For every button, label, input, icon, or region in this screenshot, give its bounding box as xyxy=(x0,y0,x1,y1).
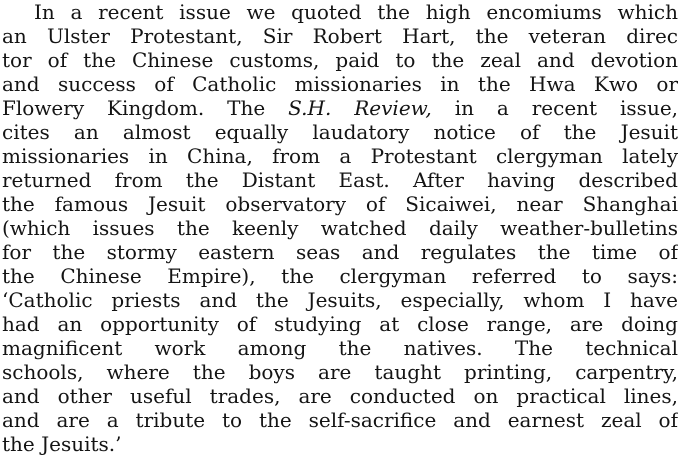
text-line: for the stormy eastern seas and regulates the time of xyxy=(2,240,678,264)
text-line: missionaries in China, from a Protestant clergyman lately xyxy=(2,144,678,168)
article-body xyxy=(2,0,678,456)
text-line: and are a tribute to the self-sacrifice and earnest zeal of xyxy=(2,408,678,432)
publication-title: S.H. Review, xyxy=(288,96,432,120)
text-line: the Jesuits.’ xyxy=(2,432,122,456)
text-line: an Ulster Protestant, Sir Robert Hart, the veteran direc xyxy=(2,24,678,48)
text-line: returned from the Distant East. After having described xyxy=(2,168,678,192)
text-line: In a recent issue we quoted the high encomiums which xyxy=(34,0,678,24)
text-line: the Chinese Empire), the clergyman referred to says: xyxy=(2,264,678,288)
text-line: cites an almost equally laudatory notice of the Jesuit xyxy=(2,120,678,144)
text-line: (which issues the keenly watched daily weather-bulletins xyxy=(2,216,678,240)
text-line: the famous Jesuit observatory of Sicaiwei, near Shanghai xyxy=(2,192,678,216)
text-line: ‘Catholic priests and the Jesuits, especially, whom I have xyxy=(2,288,678,312)
text-run: in a recent issue, xyxy=(431,96,678,120)
text-line xyxy=(2,96,678,120)
text-line: magnificent work among the natives. The technical xyxy=(2,336,678,360)
text-line: and other useful trades, are conducted on practical lines, xyxy=(2,384,678,408)
text-run: Flowery Kingdom. The xyxy=(2,96,289,120)
text-line: schools, where the boys are taught printing, carpentry, xyxy=(2,360,678,384)
text-line: tor of the Chinese customs, paid to the zeal and devotion xyxy=(2,48,678,72)
text-line: had an opportunity of studying at close range, are doing xyxy=(2,312,678,336)
text-line: and success of Catholic missionaries in the Hwa Kwo or xyxy=(2,72,678,96)
